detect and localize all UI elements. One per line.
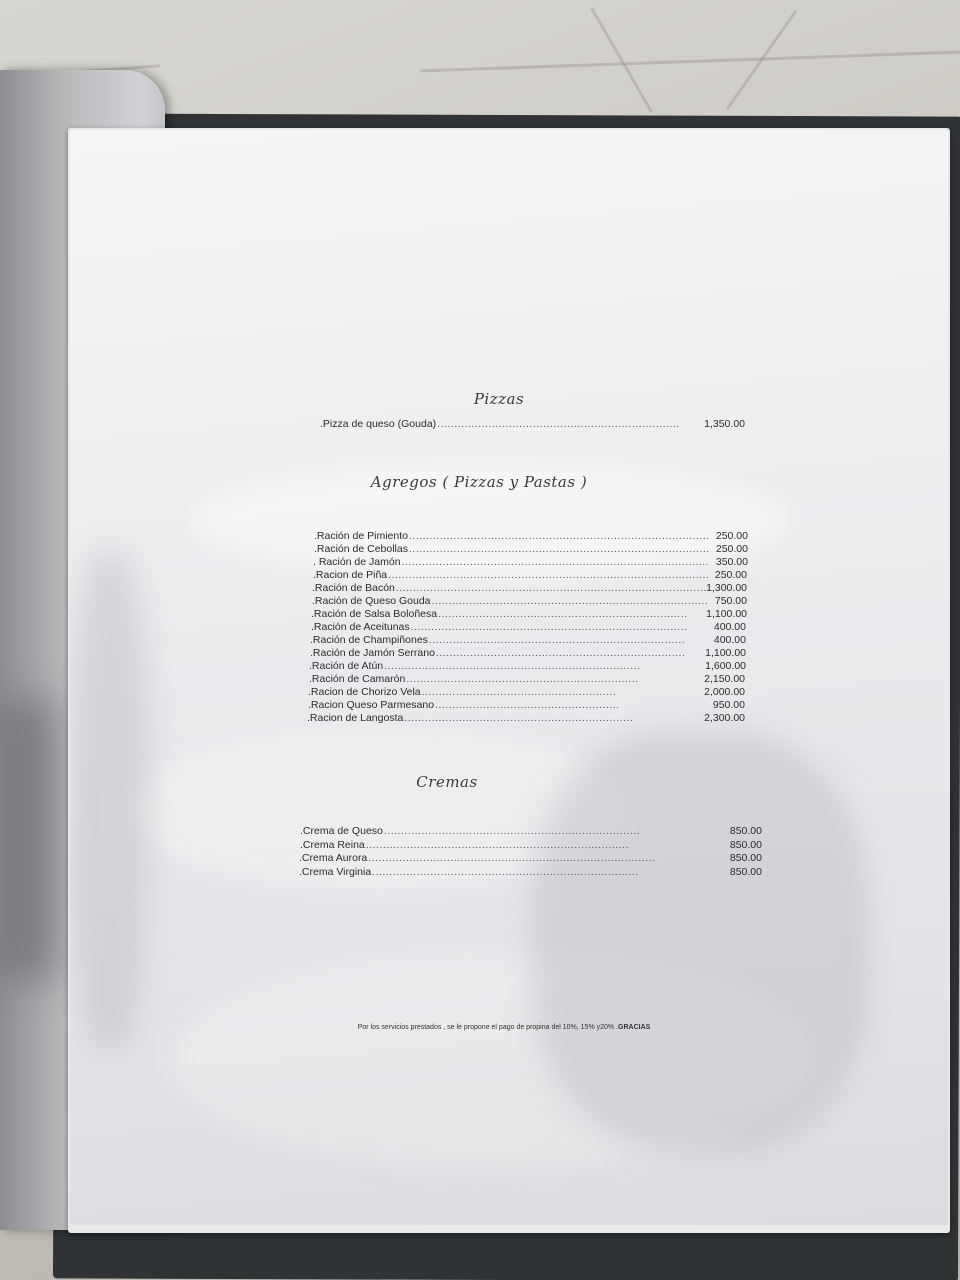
item-name: .Pizza de queso (Gouda) [320, 418, 437, 430]
menu-item-row [299, 852, 654, 865]
tip-note [70, 1024, 943, 1031]
item-name: .Crema de Queso [300, 825, 383, 837]
item-name: .Racion de Piña [313, 569, 388, 581]
menu-item-row [307, 712, 632, 725]
item-name: .Racion de Langosta [307, 712, 404, 724]
menu-item-row [312, 582, 707, 595]
item-name: .Ración de Camarón [309, 673, 406, 685]
item-price: 1,300.00 [706, 582, 747, 594]
item-price: 2,000.00 [704, 686, 745, 698]
item-name: .Ración de Pimiento [314, 530, 408, 542]
item-name: .Crema Aurora [299, 852, 368, 864]
item-name: .Ración de Bacón [312, 582, 395, 594]
floor-tile-line [420, 51, 960, 73]
menu-item-row [309, 660, 639, 673]
item-name: .Ración de Salsa Boloñesa [311, 608, 438, 620]
menu-item-row [312, 595, 707, 608]
menu-item-row [311, 621, 686, 634]
menu-item-row [309, 673, 639, 686]
menu-item-row [311, 608, 686, 621]
item-name: .Ración de Aceitunas [311, 621, 410, 633]
menu-item-row [310, 634, 685, 647]
menu-item-row [310, 647, 685, 660]
item-price: 850.00 [729, 852, 762, 864]
left-page-shadow [0, 700, 60, 980]
item-price: 1,600.00 [705, 660, 746, 672]
item-price: 250.00 [714, 569, 747, 581]
item-price: 1,350.00 [704, 418, 745, 430]
item-price: 950.00 [712, 699, 745, 711]
menu-item-row [313, 556, 708, 569]
menu-item-row [300, 839, 630, 852]
menu-item-row [314, 530, 709, 543]
tip-note-thanks: GRACIAS [618, 1024, 651, 1031]
item-price: 2,150.00 [704, 673, 745, 685]
section-heading-pizzas: Pizzas [473, 390, 525, 408]
item-price: 1,100.00 [705, 647, 746, 659]
item-name: .Racion de Chorizo Vela [308, 686, 421, 698]
floor-tile-line [590, 7, 653, 112]
item-price: 400.00 [713, 621, 746, 633]
item-price: 250.00 [715, 543, 748, 555]
item-price: 850.00 [729, 825, 762, 837]
item-price: 250.00 [715, 530, 748, 542]
item-name: .Racion Queso Parmesano [308, 699, 435, 711]
menu-page [70, 130, 948, 1225]
fold-shadow [70, 550, 150, 1050]
menu-item-row [308, 686, 616, 699]
item-price: 1,100.00 [706, 608, 747, 620]
item-price: 850.00 [729, 838, 762, 851]
hand-shadow [530, 730, 870, 1150]
item-price: 400.00 [713, 634, 746, 646]
item-name: .Crema Reina [300, 838, 365, 851]
item-name: .Ración de Jamón Serrano [310, 647, 435, 659]
menu-item-row [308, 699, 618, 712]
menu-item-row [299, 866, 639, 879]
menu-item-row [313, 569, 708, 582]
menu-item-row [314, 543, 709, 556]
item-name: .Ración de Champiñones [310, 634, 428, 646]
tip-note-text: Por los servicios prestados , se le propone el pago de propina del 10%, 15% y20% . [357, 1024, 619, 1031]
item-price: 350.00 [715, 556, 748, 568]
section-heading-agregos: Agregos ( Pizzas y Pastas ) [370, 473, 588, 491]
menu-item-row [320, 418, 680, 431]
item-name: .Ración de Cebollas [314, 543, 408, 555]
menu-item-row [300, 825, 640, 838]
section-heading-cremas: Cremas [416, 773, 478, 791]
item-price: 850.00 [729, 865, 762, 878]
item-name: .Ración de Atún [309, 660, 384, 672]
item-name: .Crema Virginia [299, 865, 372, 878]
item-name: . Ración de Jamón [313, 556, 401, 568]
item-name: .Ración de Queso Gouda [312, 595, 431, 607]
item-price: 750.00 [714, 595, 747, 607]
item-price: 2,300.00 [704, 712, 745, 724]
